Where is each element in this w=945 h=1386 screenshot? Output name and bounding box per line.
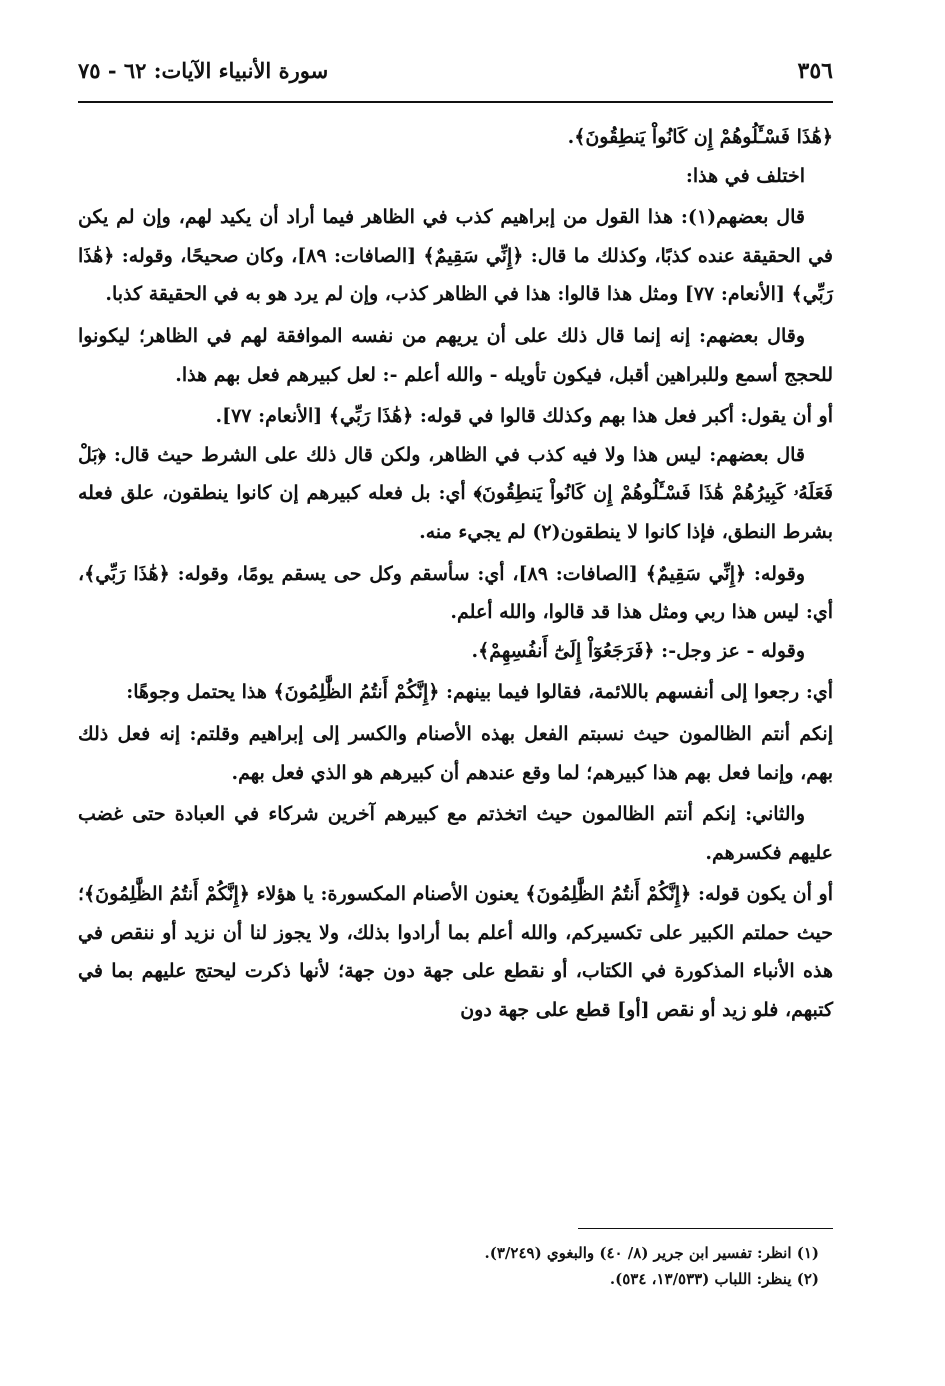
- paragraph-second-aspect: والثاني: إنكم أنتم الظالمون حيث اتخذتم مع كبيرهم آخرين شركاء في العبادة حتى غضب عليهم فكسرهم.: [78, 803, 833, 864]
- paragraph-saqim: وقوله: ﴿إِنِّي سَقِيمٌ﴾ [الصافات: ٨٩]، أي: سأسقم وكل حى يسقم يومًا، وقوله: ﴿هَٰذَا رَبِّي﴾، أي: ليس هذا ربي ومثل هذا قد قالوا، والله أعلم.: [78, 562, 833, 624]
- paragraph-first-opinion: قال بعضهم(١): هذا القول من إبراهيم كذب في الظاهر فيما أراد أن يكيد لهم، وإن لم يكن في الحقيقة عنده كذبًا، وكذلك ما قال: ﴿إِنِّي سَقِيمٌ﴾ [الصافات: ٨٩]، وكان صحيحًا، وقوله: ﴿هَٰذَا رَبِّي﴾ [الأنعام: ٧٧] ومثل هذا قالوا: هذا في الظاهر كذب، وإن لم يرد هو به في الحقيقة كذبا.: [78, 206, 834, 306]
- main-text: [78, 118, 833, 1030]
- quran-verse: ﴿هَٰذَا فَسْـَٔلُوهُمْ إِن كَانُواْ يَنطِقُونَ﴾.: [567, 126, 833, 148]
- footnote-2: (٢) ينظر: اللباب (١٣/٥٣٣، ٥٣٤).: [609, 1270, 819, 1288]
- paragraph-first-aspect: إنكم أنتم الظالمون حيث نسبتم الفعل بهذه الأصنام والكسر إلى إبراهيم وقلتم: إنه فعل ذلك بهم، وإنما فعل بهم هذا كبيرهم؛ لما وقع عندهم أن كبيرهم هو الذي فعل بهم.: [78, 722, 833, 784]
- footnote-divider: [578, 1228, 833, 1229]
- page-header: [78, 58, 833, 92]
- paragraph-second-opinion: وقال بعضهم: إنه إنما قال ذلك على أن يريهم من نفسه الموافقة لهم في الظاهر؛ ليكونوا للحجج أسمع وللبراهين أقبل، فيكون تأويله - والله أعلم -: لعل كبيرهم فعل بهم هذا.: [78, 324, 833, 386]
- page-number: ٣٥٦: [797, 58, 833, 84]
- footnotes: [78, 1240, 819, 1292]
- paragraph-third-aspect: أو أن يكون قوله: ﴿إِنَّكُمْ أَنتُمُ الظَّٰلِمُونَ﴾ يعنون الأصنام المكسورة: يا هؤلاء ﴿إِنَّكُمْ أَنتُمُ الظَّٰلِمُونَ﴾؛ حيث حملتم الكبير على تكسيركم، والله أعلم بما أرادوا بذلك، ولا يجوز لنا أن نزيد أو ننقص في هذه الأنباء المذكورة في الكتاب، أو نقطع على جهة دون جهة؛ لأنها ذكرت ليحتج عليهم بما في كتبهم، فلو زيد أو نقص [أو] قطع على جهة دون: [78, 883, 833, 1022]
- paragraph-alternative: أو أن يقول: أكبر فعل هذا بهم وكذلك قالوا في قوله: ﴿هَٰذَا رَبِّي﴾ [الأنعام: ٧٧].: [215, 405, 833, 428]
- paragraph-self-blame: أي: رجعوا إلى أنفسهم باللائمة، فقالوا فيما بينهم: ﴿إِنَّكُمْ أَنتُمُ الظَّٰلِمُونَ﴾ هذا يحتمل وجوهًا:: [126, 681, 833, 704]
- running-title: سورة الأنبياء الآيات: ٦٢ - ٧٥: [78, 58, 329, 83]
- paragraph-condition: قال بعضهم: ليس هذا ولا فيه كذب في الظاهر، ولكن قال ذلك على الشرط حيث قال: ﴿بَلْ فَعَلَهُۥ كَبِيرُهُمْ هَٰذَا فَسْـَٔلُوهُمْ إِن كَانُواْ يَنطِقُونَ﴾ أي: بل فعله كبيرهم إن كانوا ينطقون، علق فعله بشرط النطق، فإذا كانوا لا ينطقون(٢) لم يجيء منه.: [78, 443, 833, 543]
- paragraph-verse-returned: وقوله - عز وجل-: ﴿فَرَجَعُوٓاْ إِلَىٰٓ أَنفُسِهِمْ﴾.: [471, 639, 805, 662]
- paragraph-intro: اختلف في هذا:: [685, 164, 805, 187]
- footnote-1: (١) انظر: تفسير ابن جرير (٨/ ٤٠) والبغوي (٣/٢٤٩).: [484, 1244, 819, 1262]
- header-divider: [78, 101, 833, 103]
